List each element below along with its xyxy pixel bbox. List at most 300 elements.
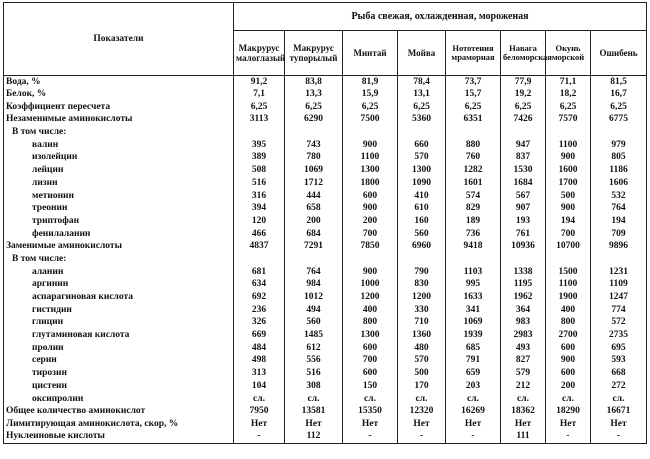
table-cell: -: [343, 431, 398, 444]
table-row: [4, 215, 647, 228]
table-cell: [501, 126, 546, 139]
row-label: фенилаланин: [4, 228, 234, 241]
table-row: [4, 101, 647, 114]
table-cell: 1300: [343, 329, 398, 342]
row-label: Белок, %: [4, 88, 234, 101]
table-row: [4, 126, 647, 139]
table-cell: 700: [343, 355, 398, 368]
table-cell: -: [591, 431, 647, 444]
table-cell: [285, 253, 343, 266]
col-header-navaga: Навага беломорская: [501, 31, 546, 76]
table-cell: 900: [343, 202, 398, 215]
table-cell: 9418: [446, 240, 501, 253]
table-row: [4, 228, 647, 241]
table-cell: 570: [398, 355, 446, 368]
table-cell: 493: [501, 342, 546, 355]
table-cell: сл.: [546, 393, 591, 406]
table-cell: 3113: [234, 114, 285, 127]
table-cell: 600: [343, 367, 398, 380]
table-cell: 1485: [285, 329, 343, 342]
table-cell: 579: [501, 367, 546, 380]
table-cell: 508: [234, 164, 285, 177]
table-cell: 410: [398, 190, 446, 203]
table-cell: 900: [546, 355, 591, 368]
table-cell: 6,25: [398, 101, 446, 114]
table-row: [4, 88, 647, 101]
table-cell: -: [546, 431, 591, 444]
table-cell: 389: [234, 152, 285, 165]
row-label: валин: [4, 139, 234, 152]
table-cell: 6,25: [343, 101, 398, 114]
table-cell: 1100: [546, 279, 591, 292]
table-cell: 272: [591, 380, 647, 393]
table-cell: 1300: [343, 164, 398, 177]
table-cell: 341: [446, 304, 501, 317]
table-row: [4, 177, 647, 190]
table-cell: 634: [234, 279, 285, 292]
table-cell: 394: [234, 202, 285, 215]
table-row: [4, 405, 647, 418]
table-row: [4, 279, 647, 292]
table-cell: 16,7: [591, 88, 647, 101]
table-row: [4, 152, 647, 165]
table-cell: -: [234, 431, 285, 444]
header-indicator: Показатели: [4, 3, 234, 76]
row-label: глицин: [4, 317, 234, 330]
table-row: [4, 342, 647, 355]
table-cell: 1109: [591, 279, 647, 292]
table-cell: 743: [285, 139, 343, 152]
table-cell: 995: [446, 279, 501, 292]
table-cell: 1360: [398, 329, 446, 342]
table-row: [4, 431, 647, 444]
table-cell: 1712: [285, 177, 343, 190]
table-cell: 326: [234, 317, 285, 330]
table-row: [4, 76, 647, 89]
table-cell: 364: [501, 304, 546, 317]
table-cell: 827: [501, 355, 546, 368]
table-cell: 194: [546, 215, 591, 228]
table-body: [4, 76, 647, 444]
table-cell: 1601: [446, 177, 501, 190]
table-cell: 9896: [591, 240, 647, 253]
table-row: [4, 164, 647, 177]
row-label: серин: [4, 355, 234, 368]
table-cell: сл.: [591, 393, 647, 406]
table-cell: 15350: [343, 405, 398, 418]
table-cell: 1500: [546, 266, 591, 279]
table-cell: Нет: [446, 418, 501, 431]
row-label: Нуклеиновые кислоты: [4, 431, 234, 444]
table-cell: 1195: [501, 279, 546, 292]
table-cell: 1700: [546, 177, 591, 190]
row-label: пролин: [4, 342, 234, 355]
col-header-sea-perch: Окунь морской: [546, 31, 591, 76]
table-cell: 500: [546, 190, 591, 203]
table-cell: 400: [546, 304, 591, 317]
table-cell: 484: [234, 342, 285, 355]
table-cell: 6,25: [546, 101, 591, 114]
table-cell: 1530: [501, 164, 546, 177]
table-cell: 760: [446, 152, 501, 165]
table-cell: 6,25: [234, 101, 285, 114]
table-row: [4, 139, 647, 152]
table-cell: 659: [446, 367, 501, 380]
table-cell: [343, 126, 398, 139]
table-cell: 78,4: [398, 76, 446, 89]
table-cell: 77,9: [501, 76, 546, 89]
table-cell: [546, 253, 591, 266]
table-cell: 1231: [591, 266, 647, 279]
table-cell: 13,3: [285, 88, 343, 101]
row-label: лизин: [4, 177, 234, 190]
row-label: глутаминовая кислота: [4, 329, 234, 342]
table-cell: 7850: [343, 240, 398, 253]
table-cell: 800: [343, 317, 398, 330]
table-cell: 15,9: [343, 88, 398, 101]
table-cell: 837: [501, 152, 546, 165]
table-cell: 466: [234, 228, 285, 241]
table-cell: 2735: [591, 329, 647, 342]
table-cell: 200: [546, 380, 591, 393]
table-cell: 6290: [285, 114, 343, 127]
table-cell: 193: [501, 215, 546, 228]
table-cell: 1338: [501, 266, 546, 279]
table-cell: 610: [398, 202, 446, 215]
table-cell: [591, 126, 647, 139]
table-cell: 1633: [446, 291, 501, 304]
table-cell: 560: [398, 228, 446, 241]
table-cell: сл.: [234, 393, 285, 406]
table-cell: Нет: [591, 418, 647, 431]
table-cell: 6,25: [285, 101, 343, 114]
table-cell: 736: [446, 228, 501, 241]
table-cell: 330: [398, 304, 446, 317]
table-cell: [446, 126, 501, 139]
table-cell: 570: [398, 152, 446, 165]
table-cell: 1100: [546, 139, 591, 152]
table-cell: 900: [546, 202, 591, 215]
table-cell: 1900: [546, 291, 591, 304]
table-cell: 212: [501, 380, 546, 393]
table-cell: 12320: [398, 405, 446, 418]
table-cell: 658: [285, 202, 343, 215]
table-cell: 5360: [398, 114, 446, 127]
table-cell: 692: [234, 291, 285, 304]
table-cell: 660: [398, 139, 446, 152]
table-cell: 112: [285, 431, 343, 444]
table-cell: 900: [343, 266, 398, 279]
table-cell: 1069: [285, 164, 343, 177]
row-label: аргинин: [4, 279, 234, 292]
table-cell: 7,1: [234, 88, 285, 101]
table-cell: [398, 253, 446, 266]
table-cell: 200: [343, 215, 398, 228]
table-cell: сл.: [501, 393, 546, 406]
table-cell: 91,2: [234, 76, 285, 89]
table-cell: 71,1: [546, 76, 591, 89]
table-cell: 1000: [343, 279, 398, 292]
table-cell: 6775: [591, 114, 647, 127]
table-cell: 150: [343, 380, 398, 393]
table-cell: 947: [501, 139, 546, 152]
table-row: [4, 190, 647, 203]
table-cell: 907: [501, 202, 546, 215]
table-cell: 567: [501, 190, 546, 203]
table-cell: 4837: [234, 240, 285, 253]
table-cell: 790: [398, 266, 446, 279]
table-cell: 6351: [446, 114, 501, 127]
row-label: метионин: [4, 190, 234, 203]
table-cell: 2700: [546, 329, 591, 342]
table-cell: 16671: [591, 405, 647, 418]
table-row: [4, 367, 647, 380]
table-cell: [234, 126, 285, 139]
table-cell: 200: [285, 215, 343, 228]
table-cell: 516: [234, 177, 285, 190]
table-cell: 1090: [398, 177, 446, 190]
table-cell: 532: [591, 190, 647, 203]
table-cell: 668: [591, 367, 647, 380]
table-cell: 984: [285, 279, 343, 292]
table-row: [4, 291, 647, 304]
table-cell: 7570: [546, 114, 591, 127]
table-cell: 556: [285, 355, 343, 368]
table-cell: 574: [446, 190, 501, 203]
table-cell: Нет: [343, 418, 398, 431]
table-cell: 308: [285, 380, 343, 393]
row-label: аланин: [4, 266, 234, 279]
table-cell: 13,1: [398, 88, 446, 101]
table-cell: 120: [234, 215, 285, 228]
table-cell: 761: [501, 228, 546, 241]
table-cell: 104: [234, 380, 285, 393]
table-cell: 516: [285, 367, 343, 380]
table-cell: 700: [343, 228, 398, 241]
table-row: [4, 355, 647, 368]
table-cell: 600: [343, 342, 398, 355]
table-cell: 829: [446, 202, 501, 215]
table-cell: 593: [591, 355, 647, 368]
table-cell: 1200: [398, 291, 446, 304]
table-cell: 1684: [501, 177, 546, 190]
table-cell: 18290: [546, 405, 591, 418]
table-cell: 1939: [446, 329, 501, 342]
table-cell: 800: [546, 317, 591, 330]
table-cell: 19,2: [501, 88, 546, 101]
table-cell: 160: [398, 215, 446, 228]
table-cell: 710: [398, 317, 446, 330]
table-cell: 880: [446, 139, 501, 152]
table-row: [4, 114, 647, 127]
table-cell: 1100: [343, 152, 398, 165]
table-cell: 1069: [446, 317, 501, 330]
table-cell: 7950: [234, 405, 285, 418]
table-cell: -: [446, 431, 501, 444]
table-cell: Нет: [546, 418, 591, 431]
table-cell: 480: [398, 342, 446, 355]
col-header-notothenia: Нототения мраморная: [446, 31, 501, 76]
table-cell: 194: [591, 215, 647, 228]
table-cell: 313: [234, 367, 285, 380]
table-row: [4, 418, 647, 431]
table-cell: [343, 253, 398, 266]
table-cell: 6,25: [591, 101, 647, 114]
table-cell: 81,5: [591, 76, 647, 89]
row-label: В том числе:: [4, 253, 234, 266]
table-cell: 498: [234, 355, 285, 368]
table-cell: 18,2: [546, 88, 591, 101]
row-label: оксипролин: [4, 393, 234, 406]
table-cell: 572: [591, 317, 647, 330]
table-cell: 764: [285, 266, 343, 279]
table-cell: 979: [591, 139, 647, 152]
table-cell: 395: [234, 139, 285, 152]
table-cell: 6960: [398, 240, 446, 253]
table-cell: 900: [343, 139, 398, 152]
row-label: изолейцин: [4, 152, 234, 165]
table-cell: 1300: [398, 164, 446, 177]
table-row: [4, 240, 647, 253]
table-cell: 2983: [501, 329, 546, 342]
table-cell: 494: [285, 304, 343, 317]
row-label: В том числе:: [4, 126, 234, 139]
row-label: триптофан: [4, 215, 234, 228]
row-label: Общее количество аминокислот: [4, 405, 234, 418]
table-cell: 83,8: [285, 76, 343, 89]
table-row: [4, 304, 647, 317]
table-cell: 1282: [446, 164, 501, 177]
table-cell: [501, 253, 546, 266]
table-cell: 1247: [591, 291, 647, 304]
table-cell: -: [398, 431, 446, 444]
col-header-capelin: Мойва: [398, 31, 446, 76]
table-cell: 600: [546, 367, 591, 380]
row-label: Вода, %: [4, 76, 234, 89]
amino-acid-table: [3, 2, 647, 444]
table-cell: [591, 253, 647, 266]
table-cell: [285, 126, 343, 139]
col-header-pollock: Минтай: [343, 31, 398, 76]
table-cell: 681: [234, 266, 285, 279]
table-cell: 13581: [285, 405, 343, 418]
table-cell: 10700: [546, 240, 591, 253]
table-cell: 7426: [501, 114, 546, 127]
table-cell: Нет: [398, 418, 446, 431]
row-label: Коэффициент пересчета: [4, 101, 234, 114]
table-cell: 780: [285, 152, 343, 165]
row-label: аспарагиновая кислота: [4, 291, 234, 304]
table-cell: 1606: [591, 177, 647, 190]
table-cell: 189: [446, 215, 501, 228]
table-cell: 685: [446, 342, 501, 355]
table-cell: 1600: [546, 164, 591, 177]
table-cell: 560: [285, 317, 343, 330]
row-label: треонин: [4, 202, 234, 215]
table-cell: 400: [343, 304, 398, 317]
table-cell: 709: [591, 228, 647, 241]
table-row: [4, 266, 647, 279]
table-cell: 7500: [343, 114, 398, 127]
table-row: [4, 393, 647, 406]
table-cell: 316: [234, 190, 285, 203]
table-cell: 6,25: [501, 101, 546, 114]
table-cell: [234, 253, 285, 266]
table-cell: 16269: [446, 405, 501, 418]
table-row: [4, 329, 647, 342]
table-cell: 1200: [343, 291, 398, 304]
table-cell: 695: [591, 342, 647, 355]
row-label: Лимитирующая аминокислота, скор, %: [4, 418, 234, 431]
table-cell: [446, 253, 501, 266]
table-cell: 774: [591, 304, 647, 317]
table-cell: 684: [285, 228, 343, 241]
table-cell: сл.: [343, 393, 398, 406]
table-cell: сл.: [398, 393, 446, 406]
table-cell: сл.: [285, 393, 343, 406]
table-cell: 764: [591, 202, 647, 215]
row-label: гистидин: [4, 304, 234, 317]
table-cell: 1103: [446, 266, 501, 279]
table-cell: [398, 126, 446, 139]
table-cell: Нет: [234, 418, 285, 431]
table-cell: 600: [343, 190, 398, 203]
table-cell: сл.: [446, 393, 501, 406]
table-row: [4, 253, 647, 266]
table-cell: 81,9: [343, 76, 398, 89]
table-cell: 73,7: [446, 76, 501, 89]
row-label: Незаменимые аминокислоты: [4, 114, 234, 127]
table-cell: 600: [546, 342, 591, 355]
table-cell: 236: [234, 304, 285, 317]
table-cell: 18362: [501, 405, 546, 418]
table-cell: [546, 126, 591, 139]
table-cell: 1962: [501, 291, 546, 304]
table-row: [4, 202, 647, 215]
table-cell: 700: [546, 228, 591, 241]
table-cell: 6,25: [446, 101, 501, 114]
table-cell: 444: [285, 190, 343, 203]
table-cell: 612: [285, 342, 343, 355]
table-cell: 7291: [285, 240, 343, 253]
table-cell: 1800: [343, 177, 398, 190]
col-header-macrourus-bluntnose: Макрурус тупорылый: [285, 31, 343, 76]
col-header-macrourus-smalleye: Макрурус малоглазый: [234, 31, 285, 76]
table-cell: 805: [591, 152, 647, 165]
table-cell: Нет: [285, 418, 343, 431]
table-row: [4, 380, 647, 393]
table-cell: 983: [501, 317, 546, 330]
table-row: [4, 317, 647, 330]
table-cell: 669: [234, 329, 285, 342]
table-cell: 1012: [285, 291, 343, 304]
row-label: цистеин: [4, 380, 234, 393]
row-label: тирозин: [4, 367, 234, 380]
table-cell: 15,7: [446, 88, 501, 101]
table-cell: 203: [446, 380, 501, 393]
table-cell: 900: [546, 152, 591, 165]
table-cell: 10936: [501, 240, 546, 253]
table-cell: 170: [398, 380, 446, 393]
row-label: Заменимые аминокислоты: [4, 240, 234, 253]
table-cell: 791: [446, 355, 501, 368]
row-label: лейцин: [4, 164, 234, 177]
table-cell: Нет: [501, 418, 546, 431]
table-cell: 111: [501, 431, 546, 444]
table-cell: 1186: [591, 164, 647, 177]
col-header-cusk-eel: Ошибень: [591, 31, 647, 76]
header-group: Рыба свежая, охлажденная, мороженая: [234, 3, 647, 31]
